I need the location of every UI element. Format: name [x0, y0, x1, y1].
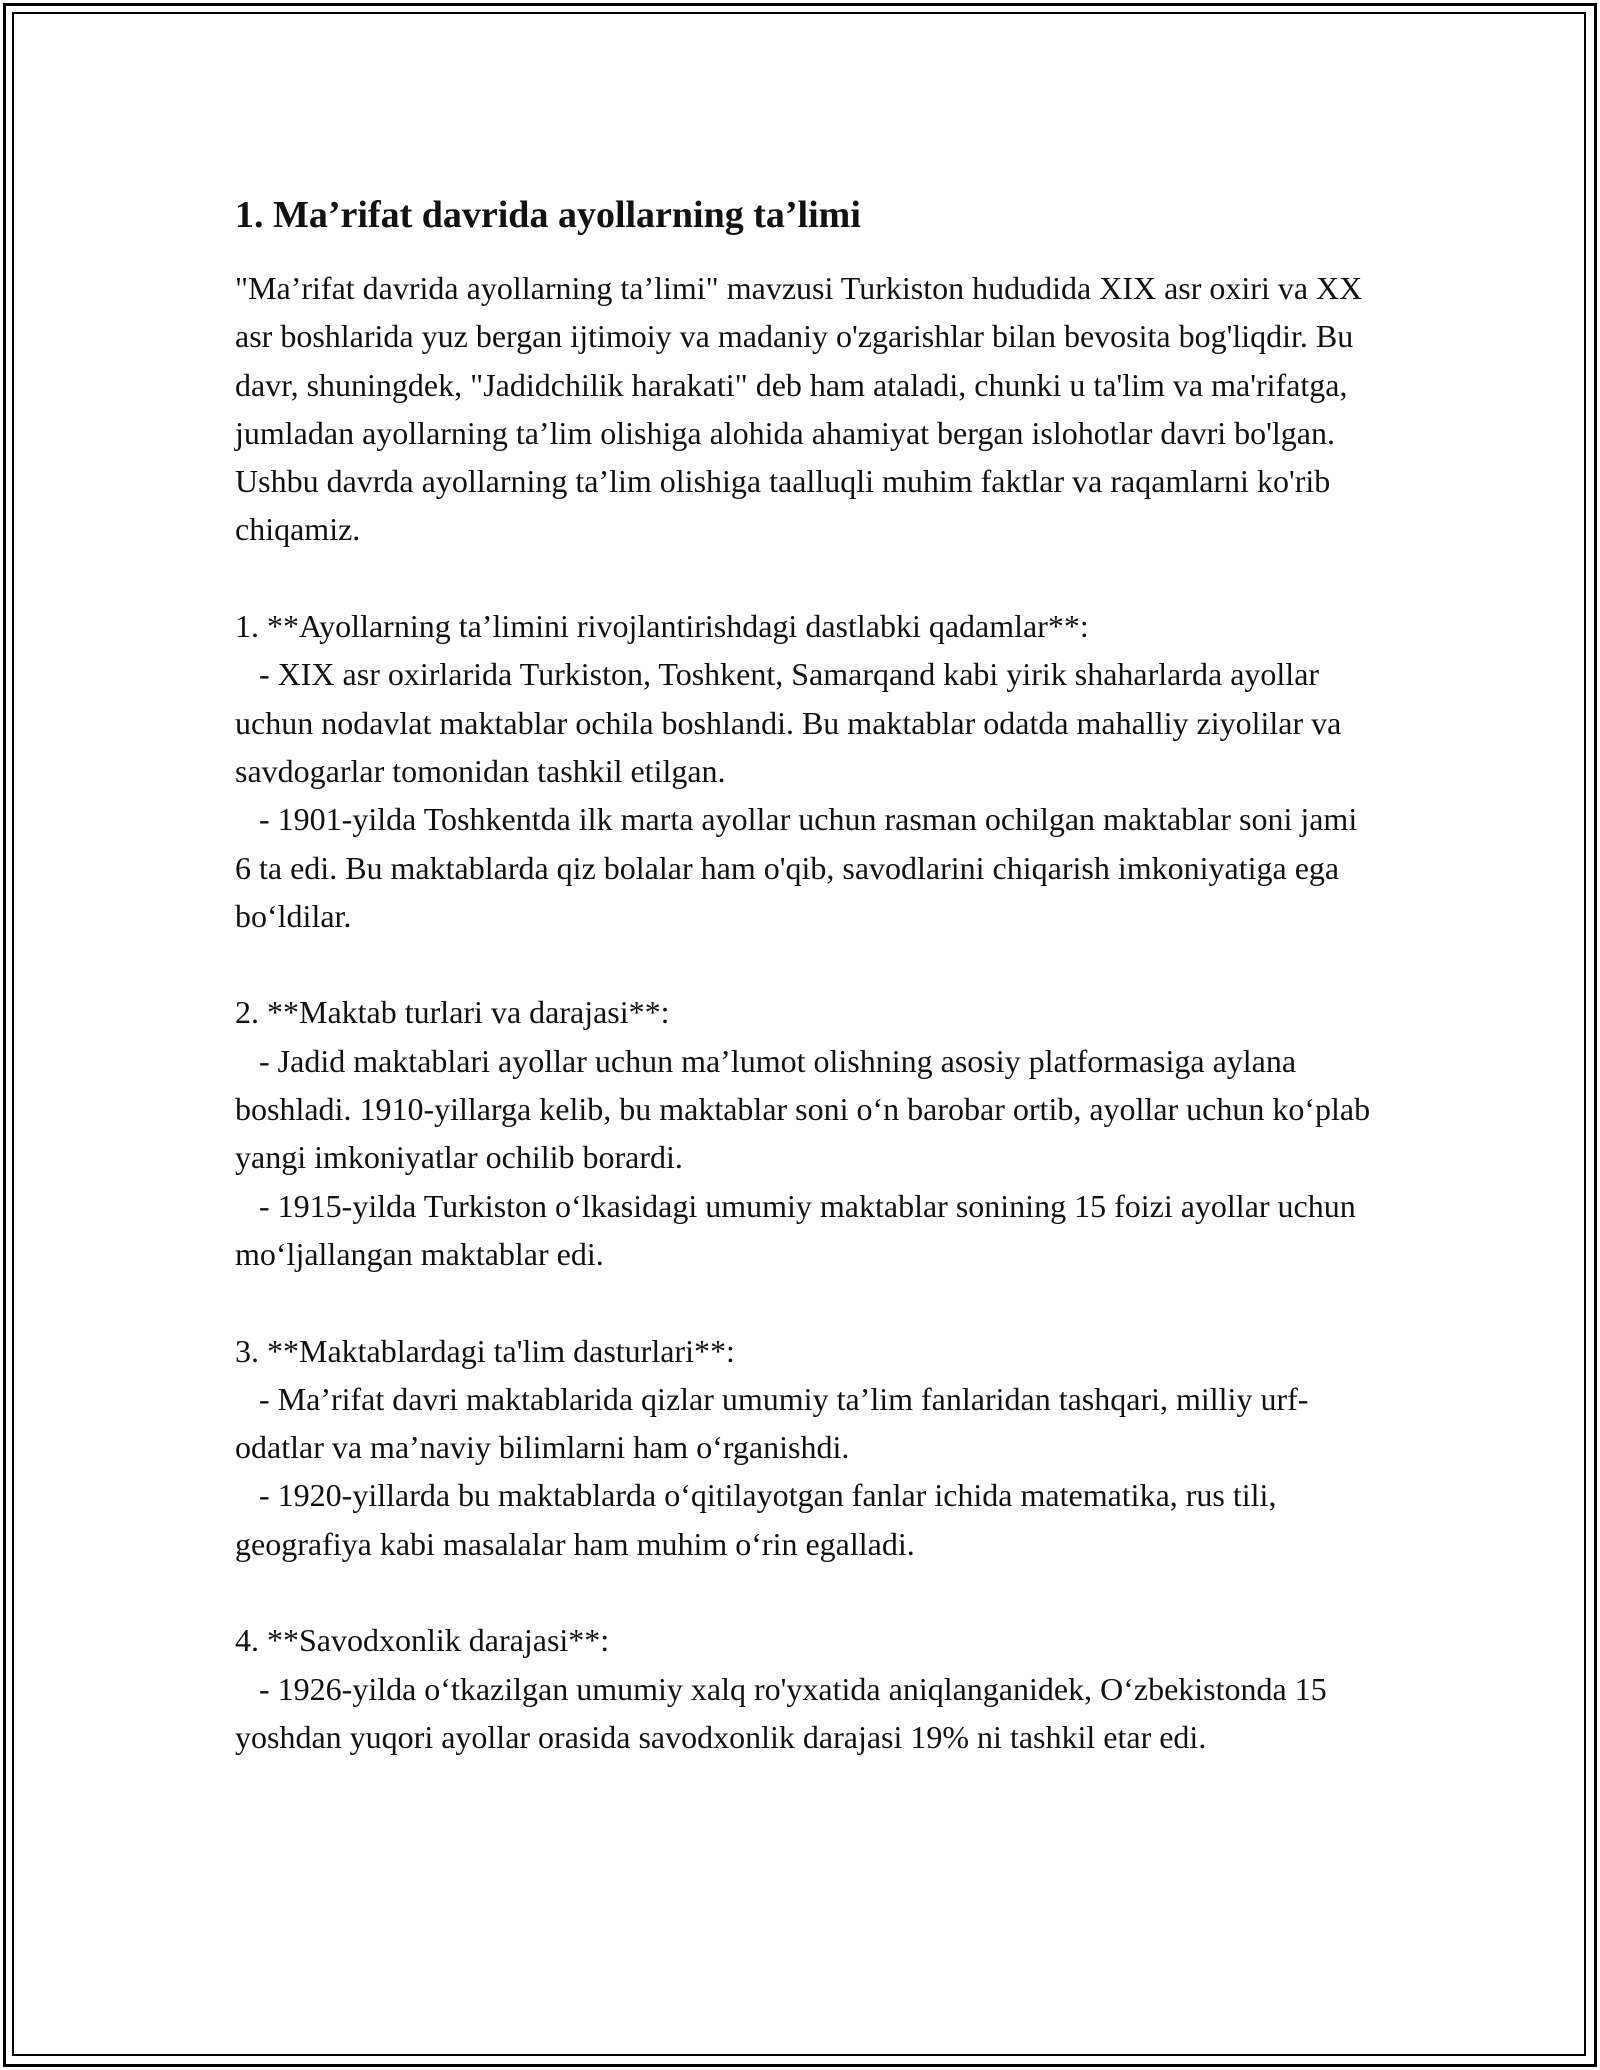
section-item: - XIX asr oxirlarida Turkiston, Toshkent, Samarqand kabi yirik shaharlarda ayollar uchun nodavlat maktablar ochila boshlandi. Bu maktablar odatda mahalliy ziyolilar va savdogarlar tomonidan tashkil etilgan. [235, 656, 1350, 789]
section-item: - Jadid maktablari ayollar uchun ma’lumot olishning asosiy platformasiga aylana boshladi. 1910-yillarga kelib, bu maktablar soni o‘n barobar ortib, ayollar uchun ko‘plab yangi imkoniyatlar ochilib borardi. [235, 1042, 1379, 1176]
section-heading: 1. **Ayollarning ta’limini rivojlantirishdagi dastlabki qadamlar**: [235, 608, 1089, 645]
section-4 [235, 1616, 1375, 1761]
section-item: - 1915-yilda Turkiston o‘lkasidagi umumiy maktablar sonining 15 foizi ayollar uchun mo‘ljallangan maktablar edi. [235, 1187, 1364, 1272]
section-3 [235, 1327, 1375, 1568]
section-item: - 1901-yilda Toshkentda ilk marta ayollar uchun rasman ochilgan maktablar soni jami 6 ta edi. Bu maktablarda qiz bolalar ham o'qib, savodlarini chiqarish imkoniyatiga ega bo‘ldilar. [235, 801, 1366, 934]
section-heading: 2. **Maktab turlari va darajasi**: [235, 994, 670, 1031]
document-body [235, 190, 1379, 1761]
section-item: - 1920-yillarda bu maktablarda o‘qitilayotgan fanlar ichida matematika, rus tili, geografiya kabi masalalar ham muhim o‘rin egalladi. [235, 1477, 1285, 1562]
section-1 [235, 602, 1375, 940]
section-item: - 1926-yilda o‘tkazilgan umumiy xalq ro'yxatida aniqlanganidek, O‘zbekistonda 15 yoshdan yuqori ayollar orasida savodxonlik darajasi 19% ni tashkil etar edi. [235, 1670, 1335, 1755]
document-title: 1. Ma’rifat davrida ayollarning ta’limi [235, 194, 861, 236]
intro-paragraph: "Ma’rifat davrida ayollarning ta’limi" mavzusi Turkiston hududida XIX asr oxiri va XX asr boshlarida yuz bergan ijtimoiy va madaniy o'zgarishlar bilan bevosita bog'liqdir. Bu davr, shuningdek, "Jadidchilik harakati" deb ham ataladi, chunki u ta'lim va ma'rifatga, jumladan ayollarning ta’lim olishiga alohida ahamiyat bergan islohotlar davri bo'lgan. Ushbu davrda ayollarning ta’lim olishiga taalluqli muhim faktlar va raqamlarni ko'rib chiqamiz. [235, 270, 1371, 548]
section-heading: 4. **Savodxonlik darajasi**: [235, 1622, 610, 1659]
section-heading: 3. **Maktablardagi ta'lim dasturlari**: [235, 1332, 735, 1369]
section-2 [235, 988, 1379, 1278]
section-item: - Ma’rifat davri maktablarida qizlar umumiy ta’lim fanlaridan tashqari, milliy urf-odatlar va ma’naviy bilimlarni ham o‘rganishdi. [235, 1380, 1309, 1466]
